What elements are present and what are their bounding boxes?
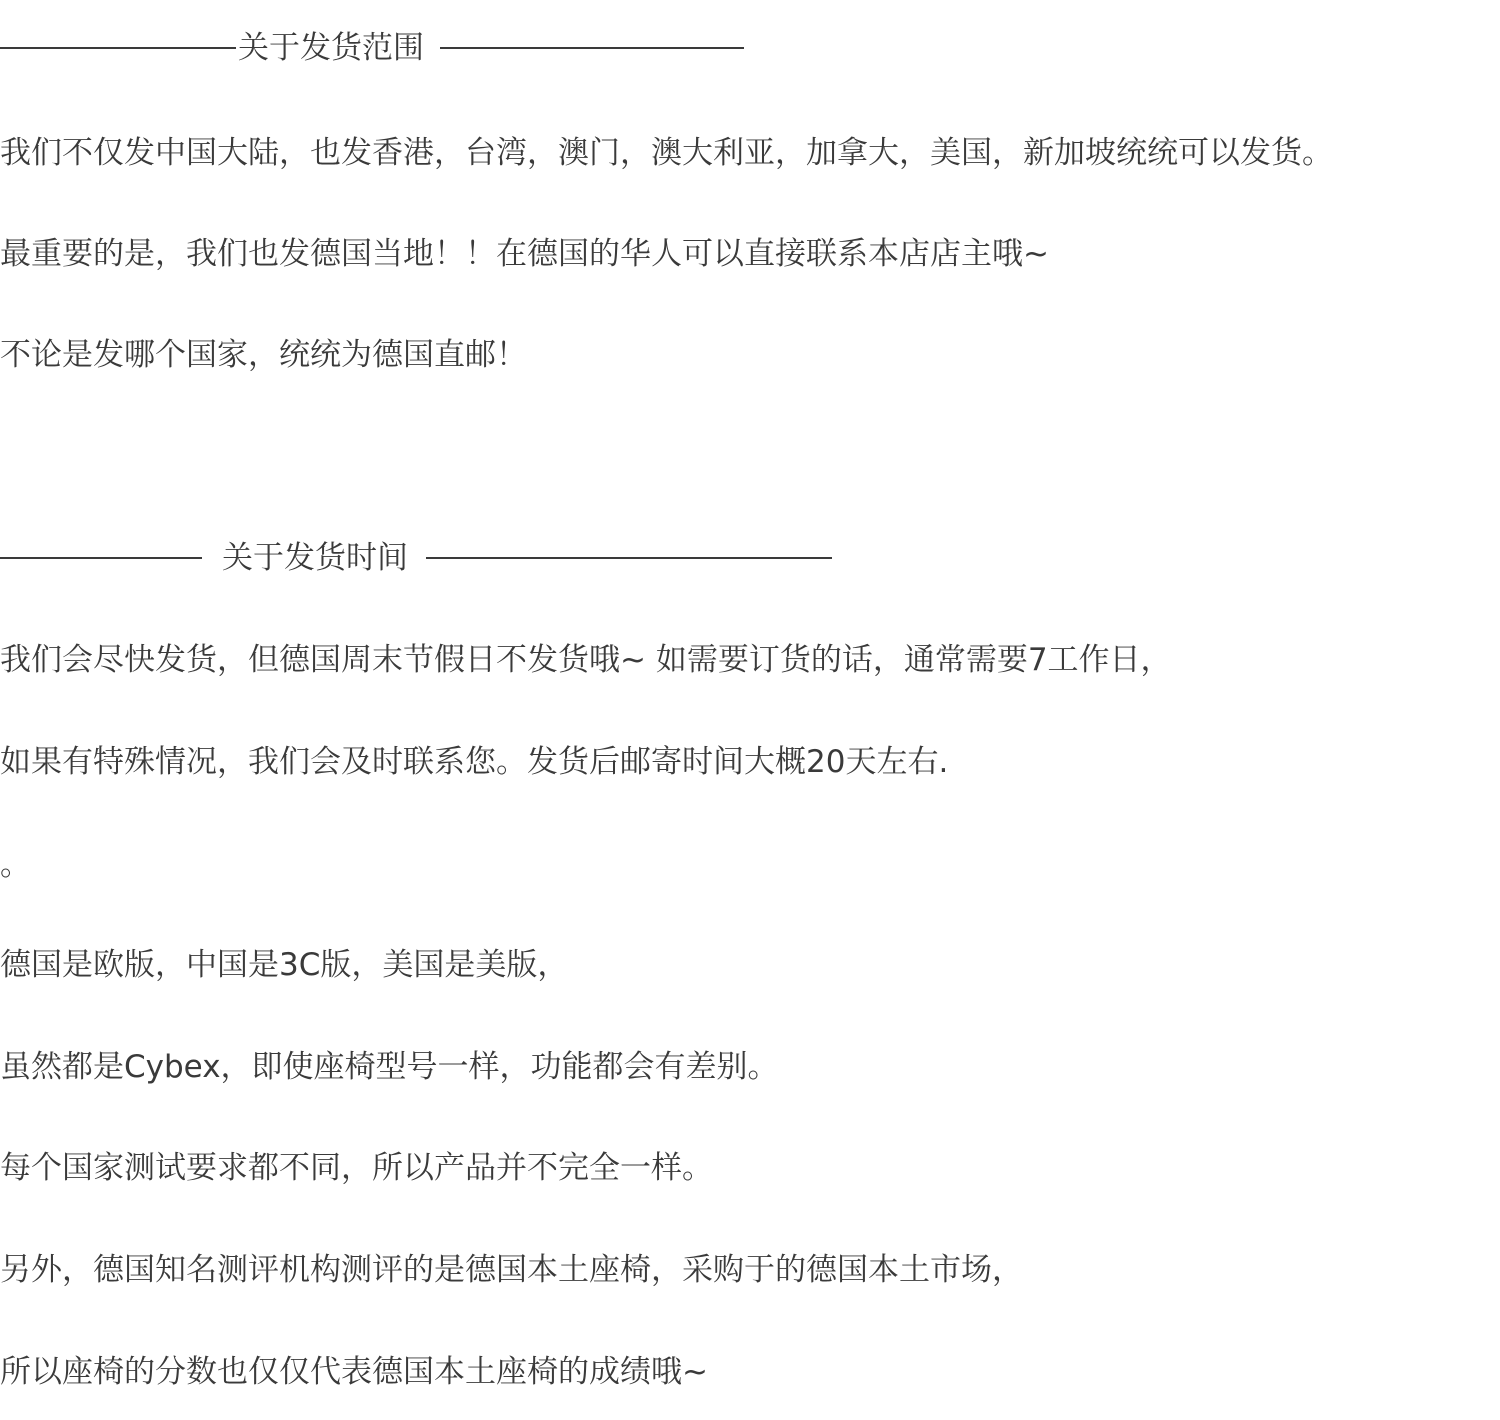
- heading-rule-right: [440, 47, 744, 49]
- heading-rule-right: [426, 557, 832, 559]
- section-heading-shipping-time: [0, 538, 832, 578]
- paragraph-delivery-duration: 如果有特殊情况，我们会及时联系您。发货后邮寄时间大概20天左右.: [0, 744, 949, 780]
- paragraph-direct-mail: 不论是发哪个国家，统统为德国直邮！: [0, 337, 527, 373]
- section-heading-shipping-scope: [0, 28, 744, 68]
- paragraph-shipping-speed: 我们会尽快发货，但德国周末节假日不发货哦~ 如需要订货的话，通常需要7工作日，: [0, 642, 1172, 678]
- paragraph-cybex-differences: 虽然都是Cybex，即使座椅型号一样，功能都会有差别。: [0, 1049, 779, 1085]
- paragraph-period-mark: 。: [0, 847, 31, 883]
- paragraph-test-agency: 另外，德国知名测评机构测评的是德国本土座椅，采购于的德国本土市场，: [0, 1252, 1023, 1288]
- paragraph-shipping-regions: 我们不仅发中国大陆，也发香港，台湾，澳门，澳大利亚，加拿大，美国，新加坡统统可以发货。: [0, 135, 1333, 171]
- paragraph-germany-local: 最重要的是，我们也发德国当地！！在德国的华人可以直接联系本店店主哦~: [0, 236, 1049, 272]
- paragraph-testing-requirements: 每个国家测试要求都不同，所以产品并不完全一样。: [0, 1150, 713, 1186]
- heading-rule-left: [0, 47, 236, 49]
- heading-text: 关于发货时间: [222, 540, 408, 576]
- paragraph-versions: 德国是欧版，中国是3C版，美国是美版，: [0, 947, 569, 983]
- heading-text: 关于发货范围: [238, 30, 424, 66]
- heading-rule-left: [0, 557, 202, 559]
- paragraph-score-note: 所以座椅的分数也仅仅代表德国本土座椅的成绩哦~: [0, 1354, 708, 1390]
